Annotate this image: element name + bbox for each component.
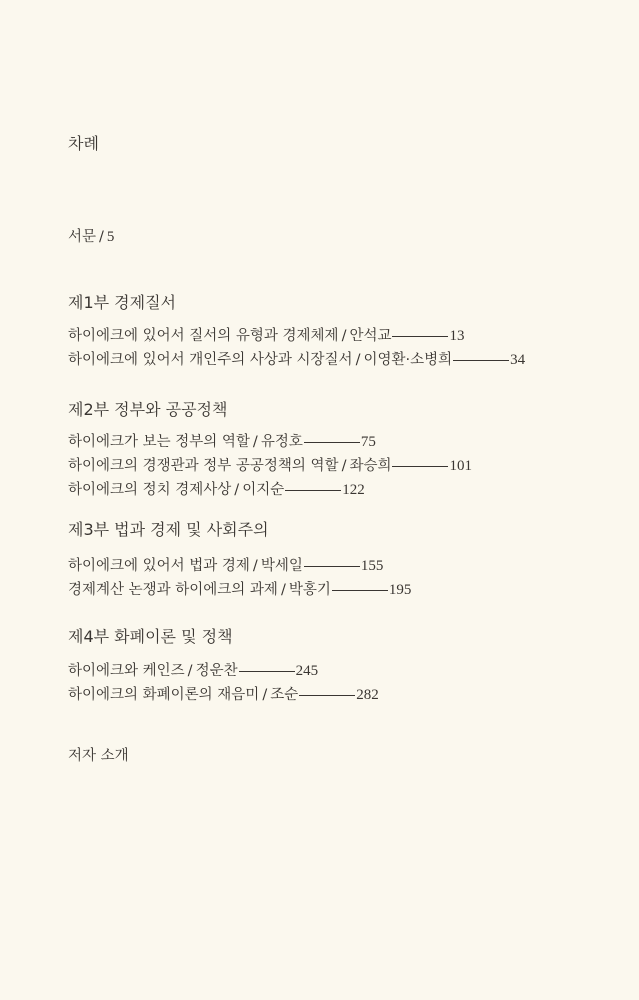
entry-author: 박홍기 xyxy=(288,582,331,598)
leader-line xyxy=(392,466,448,467)
entry-author: 이지순 xyxy=(242,482,285,498)
leader-line xyxy=(304,442,360,443)
entry-title: 하이에크가 보는 정부의 역할 xyxy=(68,434,250,450)
page-number: 122 xyxy=(342,482,365,498)
leader-line xyxy=(239,671,295,672)
separator: / xyxy=(187,663,193,679)
entry-author: 박세일 xyxy=(260,558,303,574)
entry-title: 하이에크의 정치 경제사상 xyxy=(68,482,232,498)
leader-line xyxy=(285,490,341,491)
toc-entry[interactable] xyxy=(68,580,411,600)
toc-entry[interactable] xyxy=(68,350,525,370)
part-heading: 제3부 법과 경제 및 사회주의 xyxy=(68,520,269,539)
leader-line xyxy=(392,336,448,337)
separator: / xyxy=(252,434,258,450)
toc-entry[interactable] xyxy=(68,326,464,346)
part-heading: 제4부 화폐이론 및 정책 xyxy=(68,627,233,646)
separator: / xyxy=(341,458,347,474)
leader-line xyxy=(453,360,509,361)
page-number: 5 xyxy=(106,229,115,245)
page-number: 245 xyxy=(295,663,319,679)
entry-author: 이영환·소병희 xyxy=(363,352,453,368)
page-number: 282 xyxy=(356,687,379,703)
leader-line xyxy=(332,590,388,591)
entry-title: 하이에크와 케인즈 xyxy=(68,663,185,679)
entry-author: 좌승희 xyxy=(349,458,392,474)
entry-title: 하이에크에 있어서 질서의 유형과 경제체제 xyxy=(68,328,339,344)
entry-title: 하이에크의 화폐이론의 재음미 xyxy=(68,687,260,703)
part-heading: 제2부 정부와 공공정책 xyxy=(68,400,228,419)
toc-entry[interactable] xyxy=(68,432,376,452)
page-number: 101 xyxy=(449,458,472,474)
toc-entry[interactable] xyxy=(68,456,472,476)
separator: / xyxy=(99,229,104,245)
entry-title: 하이에크에 있어서 개인주의 사상과 시장질서 xyxy=(68,352,353,368)
toc-entry[interactable] xyxy=(68,685,379,705)
entry-author: 유정호 xyxy=(260,434,303,450)
toc-entry[interactable] xyxy=(68,556,383,576)
part-heading: 제1부 경제질서 xyxy=(68,293,177,312)
authors-section[interactable]: 저자 소개 xyxy=(68,748,129,764)
toc-entry[interactable] xyxy=(68,480,365,500)
entry-title: 하이에크의 경쟁관과 정부 공공정책의 역할 xyxy=(68,458,339,474)
entry-title: 하이에크에 있어서 법과 경제 xyxy=(68,558,250,574)
entry-author: 정운찬 xyxy=(195,663,238,679)
preface-entry[interactable] xyxy=(68,227,114,247)
entry-title: 경제계산 논쟁과 하이에크의 과제 xyxy=(68,582,278,598)
separator: / xyxy=(280,582,286,598)
leader-line xyxy=(299,695,355,696)
page-number: 75 xyxy=(360,434,376,450)
leader-line xyxy=(304,566,360,567)
separator: / xyxy=(355,352,361,368)
entry-author: 조순 xyxy=(270,687,299,703)
page-number: 34 xyxy=(510,352,526,368)
toc-title: 차례 xyxy=(68,134,99,153)
page-number: 195 xyxy=(388,582,412,598)
page-number: 13 xyxy=(449,328,465,344)
entry-author: 안석교 xyxy=(349,328,392,344)
separator: / xyxy=(252,558,258,574)
toc-entry[interactable] xyxy=(68,661,318,681)
entry-title: 서문 xyxy=(68,229,97,245)
separator: / xyxy=(341,328,347,344)
page-number: 155 xyxy=(360,558,384,574)
separator: / xyxy=(234,482,240,498)
separator: / xyxy=(262,687,268,703)
